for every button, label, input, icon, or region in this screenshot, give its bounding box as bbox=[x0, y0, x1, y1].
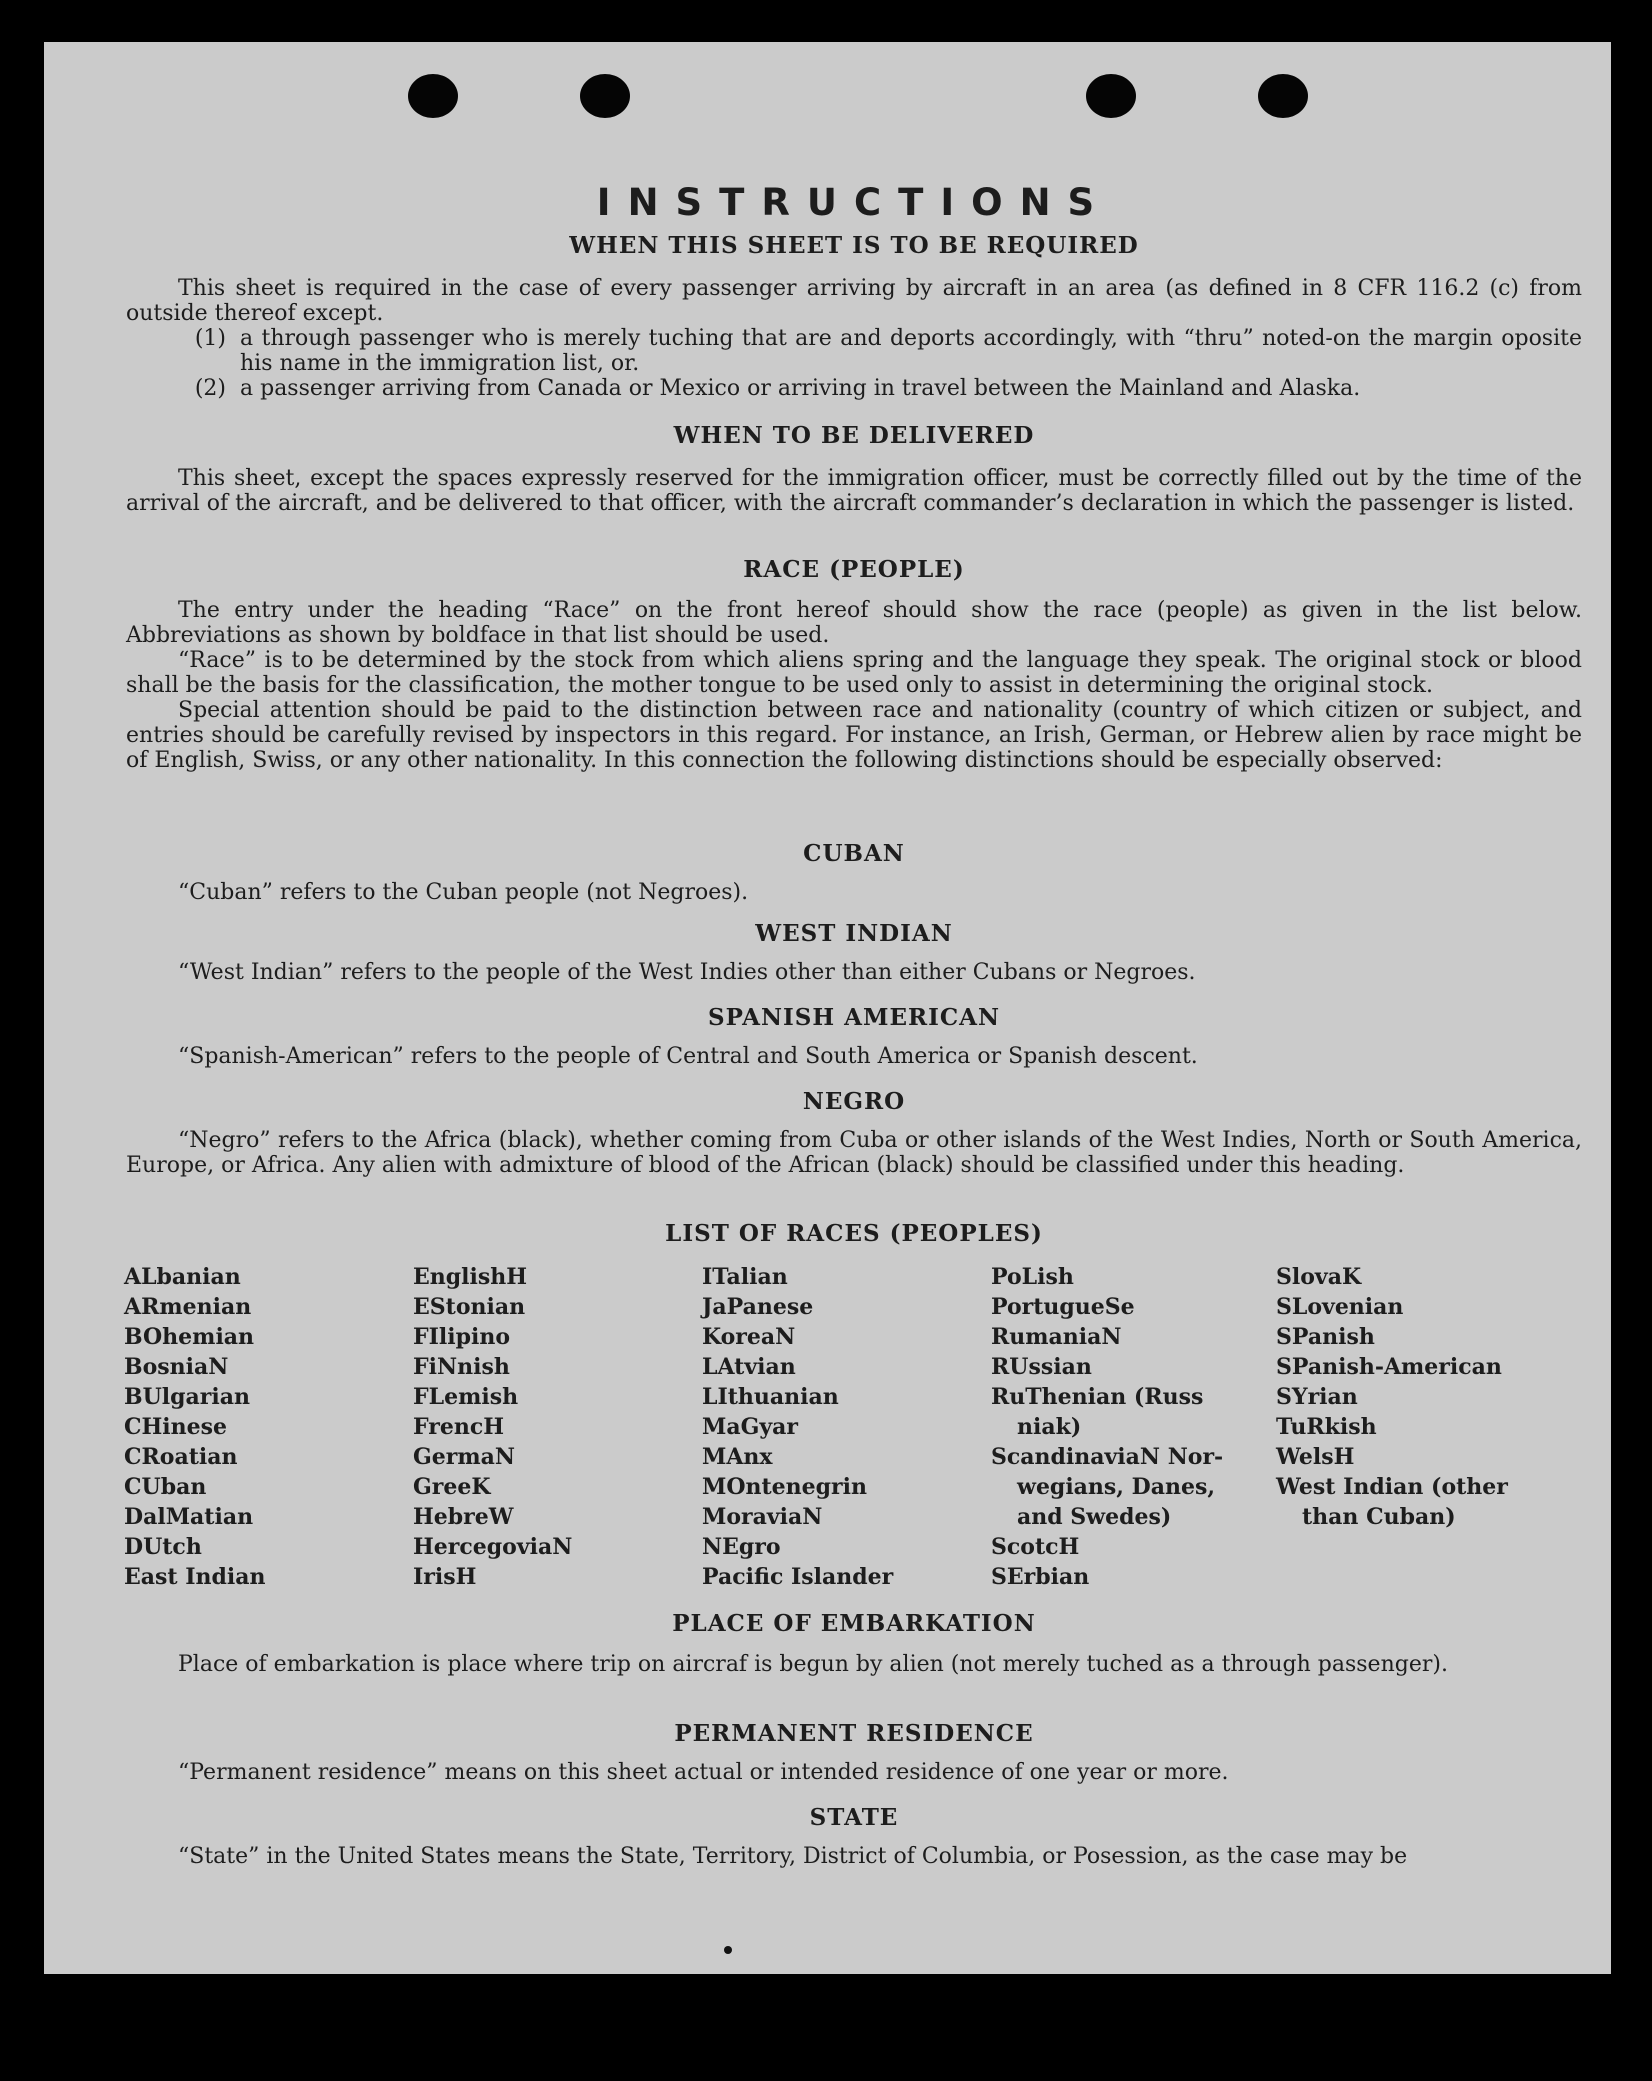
punch-hole bbox=[408, 74, 458, 118]
race-item: FrencH bbox=[413, 1414, 504, 1440]
section-embarkation bbox=[126, 1612, 1582, 1635]
race-item: SlovaK bbox=[1276, 1264, 1362, 1290]
races-list bbox=[124, 1262, 1580, 1592]
race-item: GreeK bbox=[413, 1474, 491, 1500]
races-column bbox=[1276, 1262, 1576, 1592]
paragraph: “Cuban” refers to the Cuban people (not Negroes). bbox=[178, 880, 749, 905]
race-item: ALbanian bbox=[124, 1264, 241, 1290]
race-item: SYrian bbox=[1276, 1384, 1358, 1410]
paragraph: “Permanent residence” means on this sheet actual or intended residence of one year or more. bbox=[178, 1760, 1229, 1785]
section-spanish-american-body bbox=[126, 1044, 1582, 1069]
race-item: WelsH bbox=[1276, 1444, 1355, 1470]
section-heading: RACE (PEOPLE) bbox=[743, 556, 965, 583]
section-heading: SPANISH AMERICAN bbox=[707, 1004, 1001, 1031]
page-title: INSTRUCTIONS bbox=[596, 181, 1112, 224]
race-item: MOntenegrin bbox=[702, 1474, 867, 1500]
race-item: NEgro bbox=[702, 1534, 781, 1560]
item-number: (1) bbox=[194, 326, 226, 351]
paragraph: “Race” is to be determined by the stock from which aliens spring and the language they speak. The original stock or blood shall be the basis for the classification, the mother tongue to be used only to assist in determining the original stock. bbox=[126, 648, 1582, 698]
race-item: GermaN bbox=[413, 1444, 516, 1470]
race-item: Pacific Islander bbox=[702, 1564, 894, 1590]
race-item: PoLish bbox=[991, 1264, 1074, 1290]
section-state-body bbox=[126, 1844, 1582, 1869]
section-heading: CUBAN bbox=[803, 840, 905, 867]
race-item: LAtvian bbox=[702, 1354, 796, 1380]
paragraph: The entry under the heading “Race” on the front hereof should show the race (people) as given in the list below. Abbreviations as shown by boldface in that list should be used. bbox=[126, 598, 1582, 648]
section-race-body bbox=[126, 598, 1582, 773]
race-item: RuThenian (Russ bbox=[991, 1384, 1204, 1410]
race-item: PortugueSe bbox=[991, 1294, 1135, 1320]
race-item: ITalian bbox=[702, 1264, 788, 1290]
section-delivered bbox=[126, 424, 1582, 447]
list-item bbox=[126, 376, 1582, 401]
race-item: ScandinaviaN Nor- bbox=[991, 1444, 1224, 1470]
races-column bbox=[702, 1262, 991, 1592]
item-text: a through passenger who is merely tuching that are and deports accordingly, with “thru” noted-on the margin oposite his name in the immigration list, or. bbox=[240, 326, 1582, 376]
race-item: RUssian bbox=[991, 1354, 1092, 1380]
paragraph: “State” in the United States means the State, Territory, District of Columbia, or Posession, as the case may be bbox=[178, 1844, 1408, 1869]
section-west-indian bbox=[126, 922, 1582, 945]
paragraph: Place of embarkation is place where trip on aircraf is begun by alien (not merely tuched as a through passenger). bbox=[178, 1652, 1448, 1677]
race-item: SErbian bbox=[991, 1564, 1090, 1590]
section-state bbox=[126, 1806, 1582, 1829]
race-item: SPanish-American bbox=[1276, 1354, 1502, 1380]
paragraph: “Negro” refers to the Africa (black), whether coming from Cuba or other islands of the West Indies, North or South America, Europe, or Africa. Any alien with admixture of blood of the African (black) should be classified under this heading. bbox=[126, 1128, 1582, 1178]
race-item: CHinese bbox=[124, 1414, 228, 1440]
punch-hole bbox=[1258, 74, 1308, 118]
title-block bbox=[126, 181, 1582, 224]
race-item: and Swedes) bbox=[1017, 1504, 1172, 1530]
race-item: IrisH bbox=[413, 1564, 477, 1590]
section-heading: WHEN TO BE DELIVERED bbox=[673, 422, 1035, 449]
section-west-indian-body bbox=[126, 960, 1582, 985]
race-item: HercegoviaN bbox=[413, 1534, 573, 1560]
race-item: BosniaN bbox=[124, 1354, 229, 1380]
race-item: FIlipino bbox=[413, 1324, 511, 1350]
section-heading: PERMANENT RESIDENCE bbox=[674, 1720, 1034, 1747]
section-heading: LIST OF RACES (PEOPLES) bbox=[665, 1220, 1043, 1247]
race-item: KoreaN bbox=[702, 1324, 796, 1350]
section-negro bbox=[126, 1090, 1582, 1113]
race-item: TuRkish bbox=[1276, 1414, 1377, 1440]
paragraph: This sheet is required in the case of every passenger arriving by aircraft in an area (as defined in 8 CFR 116.2 (c) from outside thereof except. bbox=[126, 276, 1582, 326]
race-item: JaPanese bbox=[702, 1294, 814, 1320]
section-spanish-american bbox=[126, 1006, 1582, 1029]
item-number: (2) bbox=[194, 376, 226, 401]
race-item: RumaniaN bbox=[991, 1324, 1122, 1350]
race-item: BOhemian bbox=[124, 1324, 255, 1350]
race-item: CUban bbox=[124, 1474, 207, 1500]
section-required-body bbox=[126, 276, 1582, 401]
paragraph: Special attention should be paid to the distinction between race and nationality (country of which citizen or subject, and entries should be carefully revised by inspectors in this regard. For instance, an Irish, German, or Hebrew alien by race might be of English, Swiss, or any other nationality. In this connection the following distinctions should be especially observed: bbox=[126, 698, 1582, 773]
section-negro-body bbox=[126, 1128, 1582, 1178]
race-item: SPanish bbox=[1276, 1324, 1375, 1350]
section-heading: WEST INDIAN bbox=[755, 920, 953, 947]
section-heading: PLACE OF EMBARKATION bbox=[672, 1610, 1036, 1637]
race-item: than Cuban) bbox=[1302, 1504, 1456, 1530]
race-item: HebreW bbox=[413, 1504, 514, 1530]
section-cuban bbox=[126, 842, 1582, 865]
section-heading: STATE bbox=[809, 1804, 899, 1831]
race-item: LIthuanian bbox=[702, 1384, 839, 1410]
section-residence bbox=[126, 1722, 1582, 1745]
section-delivered-body bbox=[126, 466, 1582, 516]
section-heading: WHEN THIS SHEET IS TO BE REQUIRED bbox=[569, 232, 1139, 259]
race-item: West Indian (other bbox=[1276, 1474, 1508, 1500]
ink-speck bbox=[724, 1946, 732, 1954]
paragraph: This sheet, except the spaces expressly reserved for the immigration officer, must be correctly filled out by the time of the arrival of the aircraft, and be delivered to that officer, with the aircraft commander’s declaration in which the passenger is listed. bbox=[126, 466, 1582, 516]
race-item: SLovenian bbox=[1276, 1294, 1404, 1320]
race-item: ARmenian bbox=[124, 1294, 252, 1320]
race-item: CRoatian bbox=[124, 1444, 238, 1470]
paragraph: “Spanish-American” refers to the people of Central and South America or Spanish descent. bbox=[178, 1044, 1198, 1069]
punch-hole bbox=[1086, 74, 1136, 118]
punch-hole bbox=[580, 74, 630, 118]
item-text: a passenger arriving from Canada or Mexico or arriving in travel between the Mainland and Alaska. bbox=[240, 376, 1361, 401]
section-list bbox=[126, 1222, 1582, 1245]
races-column bbox=[124, 1262, 413, 1592]
section-cuban-body bbox=[126, 880, 1582, 905]
race-item: EnglishH bbox=[413, 1264, 528, 1290]
race-item: ScotcH bbox=[991, 1534, 1080, 1560]
race-item: MAnx bbox=[702, 1444, 773, 1470]
race-item: DalMatian bbox=[124, 1504, 254, 1530]
race-item: BUlgarian bbox=[124, 1384, 250, 1410]
race-item: MoraviaN bbox=[702, 1504, 823, 1530]
list-item bbox=[126, 326, 1582, 376]
section-heading: NEGRO bbox=[802, 1088, 906, 1115]
races-column bbox=[413, 1262, 702, 1592]
races-column bbox=[991, 1262, 1276, 1592]
race-item: niak) bbox=[1017, 1414, 1082, 1440]
section-embarkation-body bbox=[126, 1652, 1582, 1677]
race-item: wegians, Danes, bbox=[1017, 1474, 1215, 1500]
race-item: MaGyar bbox=[702, 1414, 799, 1440]
race-item: DUtch bbox=[124, 1534, 202, 1560]
race-item: EStonian bbox=[413, 1294, 526, 1320]
race-item: FiNnish bbox=[413, 1354, 510, 1380]
document-sheet bbox=[44, 42, 1611, 1974]
section-race bbox=[126, 558, 1582, 581]
paragraph: “West Indian” refers to the people of the West Indies other than either Cubans or Negroes. bbox=[178, 960, 1196, 985]
race-item: East Indian bbox=[124, 1564, 266, 1590]
race-item: FLemish bbox=[413, 1384, 519, 1410]
section-required bbox=[126, 234, 1582, 257]
section-residence-body bbox=[126, 1760, 1582, 1785]
